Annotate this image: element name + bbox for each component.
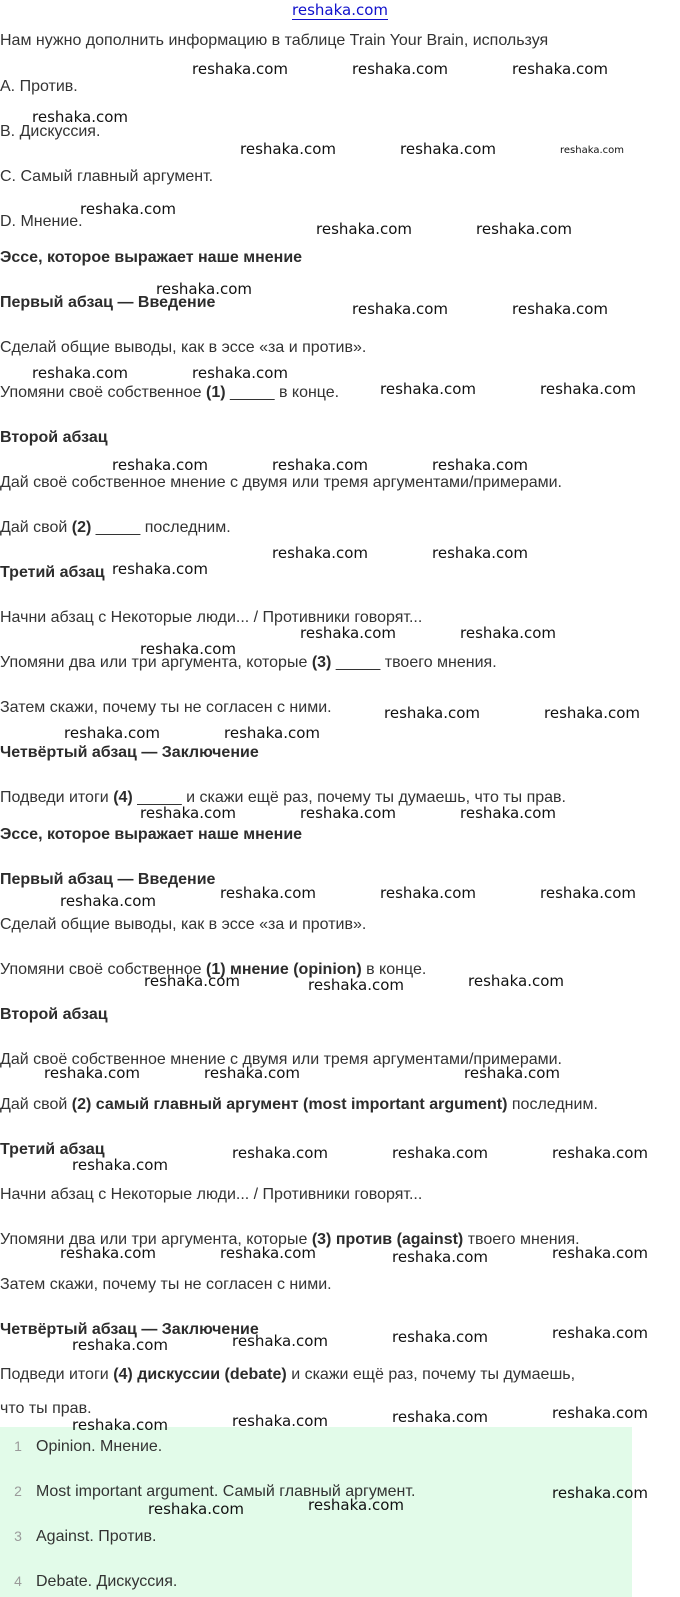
watermark: reshaka.com bbox=[64, 724, 160, 742]
watermark: reshaka.com bbox=[476, 220, 572, 238]
watermark: reshaka.com bbox=[224, 724, 320, 742]
solution-p3-heading: Третий абзац bbox=[0, 1141, 105, 1158]
solution-p1-heading: Первый абзац — Введение bbox=[0, 871, 216, 888]
answer-item: 2 Most important argument. Самый главный аргумент. bbox=[14, 1483, 416, 1500]
solution-p1-line1: Сделай общие выводы, как в эссе «за и против». bbox=[0, 916, 367, 933]
watermark: reshaka.com bbox=[140, 640, 236, 658]
watermark: reshaka.com bbox=[468, 972, 564, 990]
task-p4-heading: Четвёртый абзац — Заключение bbox=[0, 744, 259, 761]
intro-text: Нам нужно дополнить информацию в таблице Train Your Brain, используя bbox=[0, 32, 549, 49]
task-p3-line2: Упомяни два или три аргумента, которые (3) _____ твоего мнения. bbox=[0, 654, 497, 671]
answer-item: 4 Debate. Дискуссия. bbox=[14, 1573, 178, 1590]
solution-p4-heading: Четвёртый абзац — Заключение bbox=[0, 1321, 259, 1338]
watermark: reshaka.com bbox=[512, 300, 608, 318]
site-link[interactable]: reshaka.com bbox=[292, 1, 388, 19]
solution-p4-line2: что ты прав. bbox=[0, 1400, 92, 1417]
task-p2-heading: Второй абзац bbox=[0, 429, 108, 446]
watermark: reshaka.com bbox=[380, 380, 476, 398]
watermark: reshaka.com bbox=[552, 1404, 648, 1422]
watermark: reshaka.com bbox=[512, 60, 608, 78]
watermark: reshaka.com bbox=[432, 544, 528, 562]
watermark: reshaka.com bbox=[316, 220, 412, 238]
watermark: reshaka.com bbox=[552, 1324, 648, 1342]
watermark: reshaka.com bbox=[308, 976, 404, 994]
watermark: reshaka.com bbox=[72, 1156, 168, 1174]
watermark: reshaka.com bbox=[272, 456, 368, 474]
solution-title: Эссе, которое выражает наше мнение bbox=[0, 826, 303, 843]
solution-p2-heading: Второй абзац bbox=[0, 1006, 108, 1023]
watermark: reshaka.com bbox=[72, 1416, 168, 1434]
answer-item: 1 Opinion. Мнение. bbox=[14, 1438, 163, 1455]
watermark: reshaka.com bbox=[552, 1244, 648, 1262]
watermark: reshaka.com bbox=[32, 108, 128, 126]
watermark: reshaka.com bbox=[60, 1244, 156, 1262]
watermark: reshaka.com bbox=[140, 804, 236, 822]
watermark: reshaka.com bbox=[144, 972, 240, 990]
watermark: reshaka.com bbox=[308, 1496, 404, 1514]
watermark: reshaka.com bbox=[460, 624, 556, 642]
task-p2-line2: Дай свой (2) _____ последним. bbox=[0, 519, 231, 536]
solution-p1-line2: Упомяни своё собственное (1) мнение (opinion) в конце. bbox=[0, 961, 427, 978]
watermark: reshaka.com bbox=[220, 884, 316, 902]
watermark: reshaka.com bbox=[392, 1248, 488, 1266]
watermark: reshaka.com bbox=[384, 704, 480, 722]
watermark: reshaka.com bbox=[72, 1336, 168, 1354]
watermark: reshaka.com bbox=[392, 1144, 488, 1162]
watermark: reshaka.com bbox=[392, 1408, 488, 1426]
watermark: reshaka.com bbox=[352, 60, 448, 78]
watermark: reshaka.com bbox=[60, 892, 156, 910]
watermark: reshaka.com bbox=[232, 1144, 328, 1162]
task-p1-line1: Сделай общие выводы, как в эссе «за и против». bbox=[0, 339, 367, 356]
watermark: reshaka.com bbox=[220, 1244, 316, 1262]
watermark: reshaka.com bbox=[432, 456, 528, 474]
watermark: reshaka.com bbox=[112, 456, 208, 474]
watermark: reshaka.com bbox=[540, 884, 636, 902]
task-p2-line1: Дай своё собственное мнение с двумя или тремя аргументами/примерами. bbox=[0, 474, 562, 491]
watermark: reshaka.com bbox=[192, 60, 288, 78]
watermark: reshaka.com bbox=[32, 364, 128, 382]
watermark: reshaka.com bbox=[300, 804, 396, 822]
task-p3-line1: Начни абзац с Некоторые люди... / Противники говорят... bbox=[0, 609, 423, 626]
watermark: reshaka.com bbox=[192, 364, 288, 382]
watermark: reshaka.com bbox=[272, 544, 368, 562]
solution-p4-line1: Подведи итоги (4) дискуссии (debate) и скажи ещё раз, почему ты думаешь, bbox=[0, 1366, 576, 1383]
watermark: reshaka.com bbox=[544, 704, 640, 722]
task-p1-line2: Упомяни своё собственное (1) _____ в конце. bbox=[0, 384, 340, 401]
solution-p3-line1: Начни абзац с Некоторые люди... / Противники говорят... bbox=[0, 1186, 423, 1203]
solution-p2-line1: Дай своё собственное мнение с двумя или тремя аргументами/примерами. bbox=[0, 1051, 562, 1068]
watermark: reshaka.com bbox=[240, 140, 336, 158]
task-p1-heading: Первый абзац — Введение bbox=[0, 294, 216, 311]
option-a: A. Против. bbox=[0, 78, 78, 95]
watermark: reshaka.com bbox=[44, 1064, 140, 1082]
option-d: D. Мнение. bbox=[0, 213, 83, 230]
watermark: reshaka.com bbox=[540, 380, 636, 398]
option-b: B. Дискуссия. bbox=[0, 123, 101, 140]
watermark: reshaka.com bbox=[232, 1332, 328, 1350]
watermark: reshaka.com bbox=[560, 145, 624, 156]
task-title: Эссе, которое выражает наше мнение bbox=[0, 249, 303, 266]
watermark: reshaka.com bbox=[392, 1328, 488, 1346]
solution-p2-line2: Дай свой (2) самый главный аргумент (most important argument) последним. bbox=[0, 1096, 598, 1113]
watermark: reshaka.com bbox=[400, 140, 496, 158]
watermark: reshaka.com bbox=[148, 1500, 244, 1518]
solution-p3-line3: Затем скажи, почему ты не согласен с ними. bbox=[0, 1276, 332, 1293]
option-c: C. Самый главный аргумент. bbox=[0, 168, 214, 185]
watermark: reshaka.com bbox=[112, 560, 208, 578]
task-p3-heading: Третий абзац bbox=[0, 564, 105, 581]
watermark: reshaka.com bbox=[352, 300, 448, 318]
solution-p3-line2: Упомяни два или три аргумента, которые (3) против (against) твоего мнения. bbox=[0, 1231, 580, 1248]
task-p4-line1: Подведи итоги (4) _____ и скажи ещё раз, почему ты думаешь, что ты прав. bbox=[0, 789, 566, 806]
watermark: reshaka.com bbox=[460, 804, 556, 822]
watermark: reshaka.com bbox=[80, 200, 176, 218]
watermark: reshaka.com bbox=[380, 884, 476, 902]
watermark: reshaka.com bbox=[156, 280, 252, 298]
watermark: reshaka.com bbox=[300, 624, 396, 642]
task-p3-line3: Затем скажи, почему ты не согласен с ними. bbox=[0, 699, 332, 716]
watermark: reshaka.com bbox=[552, 1144, 648, 1162]
watermark: reshaka.com bbox=[232, 1412, 328, 1430]
watermark: reshaka.com bbox=[204, 1064, 300, 1082]
answer-item: 3 Against. Против. bbox=[14, 1528, 157, 1545]
watermark: reshaka.com bbox=[464, 1064, 560, 1082]
watermark: reshaka.com bbox=[552, 1484, 648, 1502]
